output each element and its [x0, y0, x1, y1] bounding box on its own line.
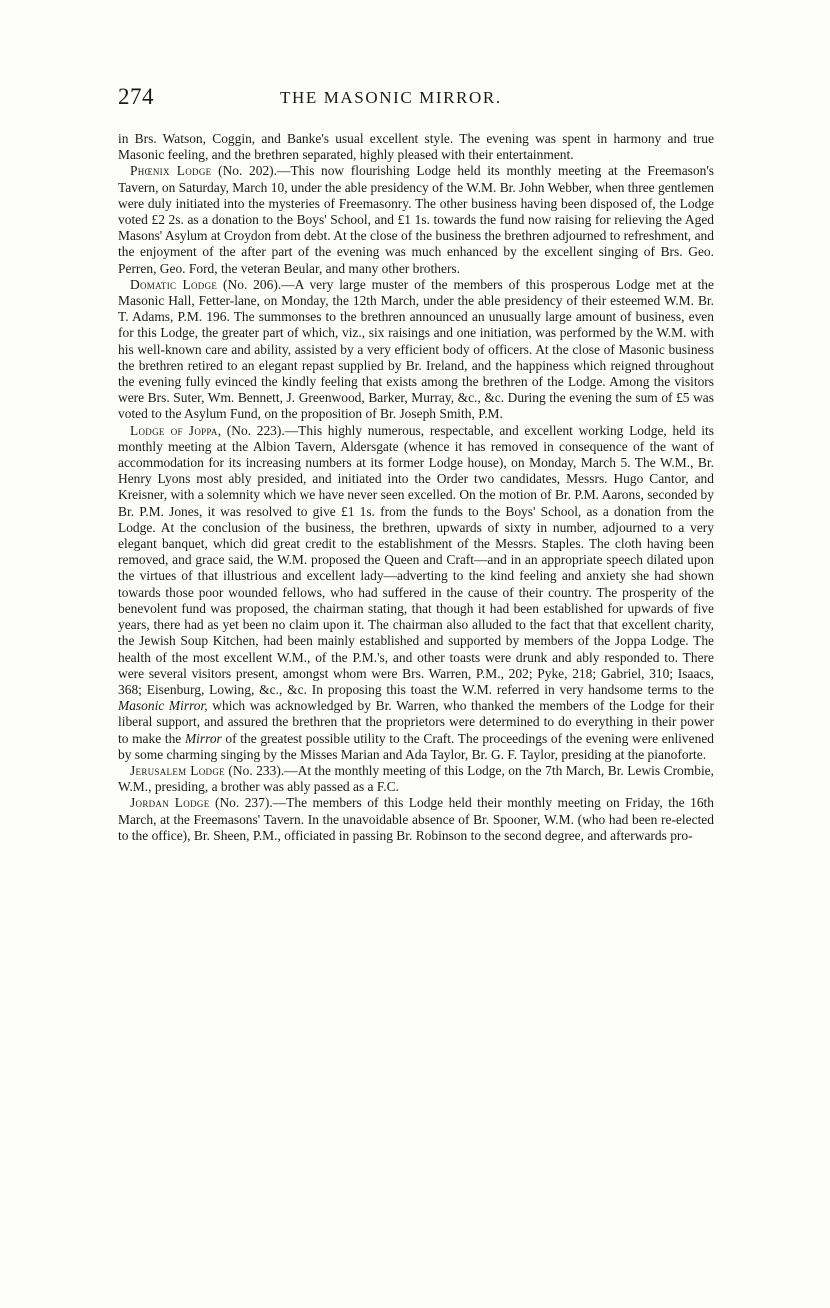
lodge-heading: Domatic Lodge [130, 276, 218, 292]
lodge-heading: Lodge of Joppa [130, 422, 218, 438]
paragraph-text: (No. 206).—A very large muster of the members of this prosperous Lodge met at the Masonic Hall, Fetter-lane, on Monday, the 12th March, under the able presidency of their esteemed W.M. Br. T. Adams, P.M. 196. The summonses to the brethren announced an unusually large amount of business, even for this Lodge, the greater part of which, viz., six raisings and one initiation, was performed by the W.M. with his well-known care and ability, assisted by a very efficient body of officers. At the close of Masonic business the brethren retired to an elegant repast supplied by Br. Ireland, and the happiness which reigned throughout the evening fully evinced the kindly feeling that exists among the brethren of the Lodge. Among the visitors were Brs. Suter, Wm. Bennett, J. Greenwood, Barker, Murray, &c., &c. During the evening the sum of £5 was voted to the Asylum Fund, on the proposition of Br. Joseph Smith, P.M. [118, 276, 714, 422]
article-body [118, 131, 714, 844]
paragraph-domatic-lodge [118, 277, 714, 423]
lodge-heading: Jerusalem Lodge [130, 762, 225, 778]
running-title: THE MASONIC MIRROR. [280, 88, 502, 107]
paragraph-text: in Brs. Watson, Coggin, and Banke's usual excellent style. The evening was spent in harmony and true Masonic feeling, and the brethren separated, highly pleased with their entertainment. [118, 131, 714, 163]
italic-title: Mirror [184, 730, 222, 746]
page-number: 274 [118, 84, 154, 109]
paragraph-text: , (No. 223).—This highly numerous, respectable, and excellent working Lodge, held its monthly meeting at the Albion Tavern, Aldersgate (whence it has removed in consequence of the want of accommodation for its increasing numbers at its former Lodge house), on Monday, March 5. The W.M., Br. Henry Lyons most ably presided, and initiated into the Order two candidates, Messrs. Hugo Cantor, and Kreisner, with a solemnity which we have never seen excelled. On the motion of Br. P.M. Aarons, seconded by Br. P.M. Jones, it was resolved to give £1 1s. from the funds to the Boys' School, as a donation from the Lodge. At the conclusion of the business, the brethren, upwards of sixty in number, adjourned to a very elegant banquet, which did great credit to the establishment of the Messrs. Staples. The cloth having been removed, and grace said, the W.M. proposed the Queen and Craft—and in an appropriate speech dilated upon the virtues of that illustrious and excellent lady—adverting to the kind feeling and anxiety she had shown towards those poor wounded fellows, who had suffered in the cause of their country. The prosperity of the benevolent fund was proposed, the chairman stating, that though it had been established for upwards of five years, there had as yet been no claim upon it. The chairman also alluded to the fact that that excellent charity, the Jewish Soup Kitchen, had been mainly established and supported by members of the Joppa Lodge. The health of the most excellent W.M., of the P.M.'s, and other toasts were drunk and ably responded to. There were several visitors present, amongst whom were Brs. Warren, P.M., 202; Pyke, 218; Gabriel, 310; Isaacs, 368; Eisenburg, Lowing, &c., &c. In proposing this toast the W.M. referred in very handsome terms to the [118, 422, 714, 697]
paragraph-text: (No. 202).—This now flourishing Lodge held its monthly meeting at the Freemason's Tavern, on Saturday, March 10, under the able presidency of the W.M. Br. John Webber, when three gentlemen were duly initiated into the mysteries of Freemasonry. The other business having been disposed of, the Lodge voted £2 2s. as a donation to the Boys' School, and £1 1s. towards the fund now raising for relieving the Aged Masons' Asylum at Croydon from debt. At the close of the business the brethren adjourned to refreshment, and the enjoyment of the after part of the evening was much enhanced by the excellent singing of Brs. Geo. Perren, Geo. Ford, the veteran Beular, and many other brothers. [118, 163, 714, 276]
paragraph-text: which was acknowledged by Br. Warren, who thanked the members of the Lodge for their liberal support, and assured the brethren that the proprietors were determined to do everything in their power to make the [118, 698, 714, 746]
lodge-heading: Jordan Lodge [130, 795, 210, 811]
paragraph-phoenix-lodge [118, 163, 714, 276]
paragraph-lodge-of-joppa [118, 423, 714, 763]
paragraph-jerusalem-lodge [118, 763, 714, 795]
paragraph-continued [118, 131, 714, 163]
lodge-heading: Phœnix Lodge [130, 163, 212, 179]
paragraph-text: (No. 233).—At the monthly meeting of this Lodge, on the 7th March, Br. Lewis Crombie, W.M., presiding, a brother was ably passed as a F.C. [118, 762, 714, 795]
paragraph-jordan-lodge [118, 795, 714, 844]
italic-title: Masonic Mirror, [118, 698, 208, 714]
paragraph-text: of the greatest possible utility to the Craft. The proceedings of the evening were enlivened by some charming singing by the Misses Marian and Ada Taylor, Br. G. F. Taylor, presiding at the pianoforte. [118, 730, 715, 762]
paragraph-text: (No. 237).—The members of this Lodge held their monthly meeting on Friday, the 16th March, at the Freemasons' Tavern. In the unavoidable absence of Br. Spooner, W.M. (who had been re-elected to the office), Br. Sheen, P.M., officiated in passing Br. Robinson to the second degree, and afterwards pro- [118, 795, 714, 843]
page-header [118, 84, 718, 114]
